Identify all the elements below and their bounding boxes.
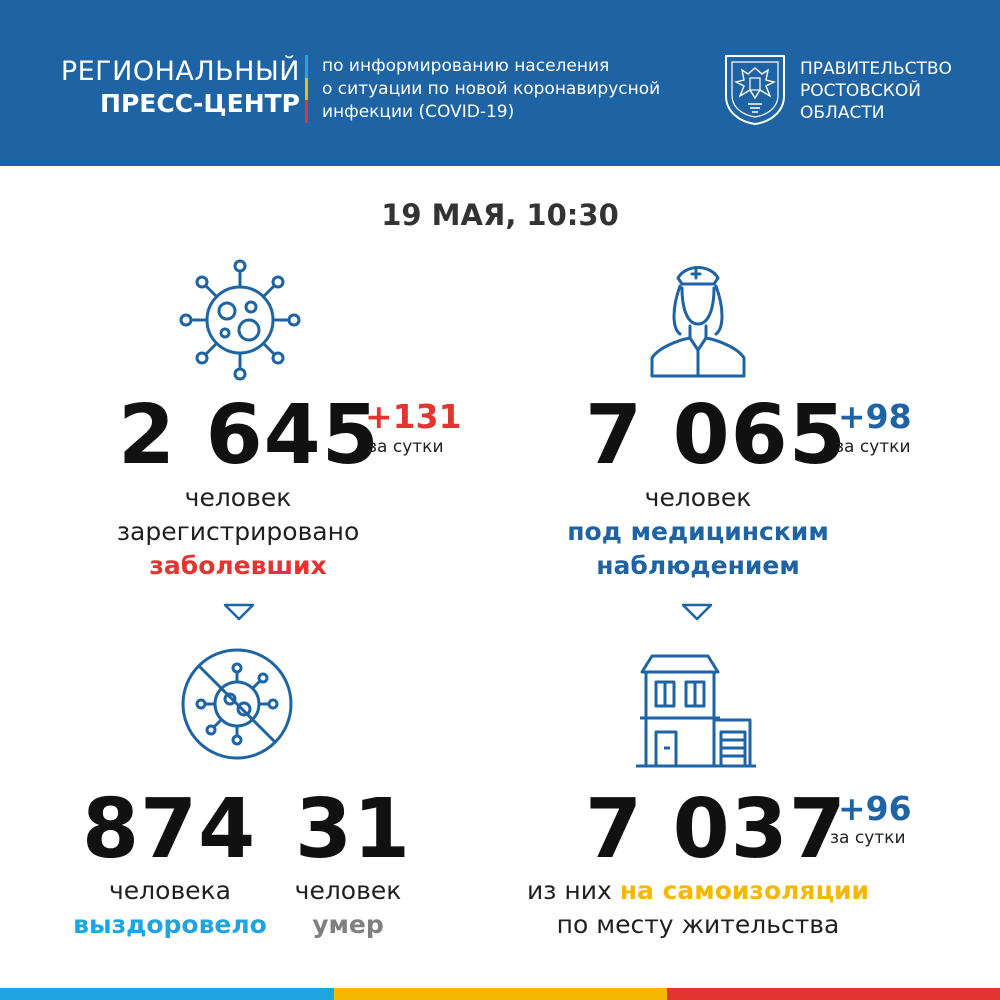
died-caption-highlight: умер — [312, 910, 384, 939]
observed-count: 7 065 — [585, 388, 847, 483]
press-center-title-line2: ПРЕСС-ЦЕНТР — [100, 89, 300, 118]
header-description-line: о ситуации по новой коронавирусной — [322, 79, 661, 99]
self-isolation-count: 7 037 — [585, 782, 847, 877]
report-datetime: 19 МАЯ, 10:30 — [381, 198, 619, 232]
recovered-count: 874 — [82, 782, 257, 877]
virus-icon — [175, 255, 305, 385]
infected-caption — [88, 481, 388, 583]
infected-delta: +131 — [365, 397, 462, 436]
infected-delta-period: за сутки — [368, 437, 444, 457]
government-name-line: РОСТОВСКОЙ — [800, 81, 921, 101]
arrow-down-icon — [680, 602, 714, 622]
header-description — [322, 55, 660, 124]
nurse-icon — [646, 258, 750, 380]
header-tricolor-divider — [305, 55, 308, 123]
header-description-line: инфекции (COVID-19) — [322, 102, 515, 122]
government-name-line: ПРАВИТЕЛЬСТВО — [800, 59, 952, 79]
died-caption-line: человек — [294, 876, 402, 905]
self-isolation-caption-line2: по месту жительства — [556, 910, 840, 939]
infected-caption-highlight: заболевших — [149, 551, 327, 580]
self-isolation-caption — [498, 874, 898, 942]
government-name-line: ОБЛАСТИ — [800, 103, 885, 123]
observed-delta: +98 — [838, 397, 912, 436]
observed-caption-highlight: под медицинским — [567, 517, 829, 546]
observed-caption-line: человек — [644, 483, 752, 512]
bottom-stripe-red — [667, 988, 1000, 1000]
arrow-down-icon — [222, 602, 256, 622]
bottom-stripe-blue — [0, 988, 334, 1000]
died-caption — [268, 874, 428, 942]
self-isolation-caption-prefix: из них — [526, 876, 620, 905]
self-isolation-delta: +96 — [838, 789, 912, 828]
no-virus-icon — [178, 645, 296, 763]
self-isolation-caption-line1 — [498, 874, 898, 908]
observed-caption — [548, 481, 848, 583]
recovered-caption-highlight: выздоровело — [73, 910, 267, 939]
observed-delta-period: за сутки — [835, 437, 911, 457]
observed-caption-highlight: наблюдением — [596, 551, 800, 580]
self-isolation-caption-highlight: на самоизоляции — [619, 876, 870, 905]
house-icon — [636, 650, 756, 770]
infected-count: 2 645 — [118, 388, 380, 483]
press-center-title-line1: РЕГИОНАЛЬНЫЙ — [60, 56, 300, 87]
header-description-line: по информированию населения — [322, 56, 610, 76]
died-count: 31 — [295, 782, 412, 877]
infected-caption-line: зарегистрировано — [116, 517, 360, 546]
recovered-caption-line: человека — [109, 876, 231, 905]
coat-of-arms-icon — [722, 52, 788, 126]
government-name — [800, 58, 952, 124]
recovered-caption — [60, 874, 280, 942]
self-isolation-delta-period: за сутки — [830, 828, 906, 848]
infected-caption-line: человек — [184, 483, 292, 512]
bottom-stripe-yellow — [334, 988, 667, 1000]
